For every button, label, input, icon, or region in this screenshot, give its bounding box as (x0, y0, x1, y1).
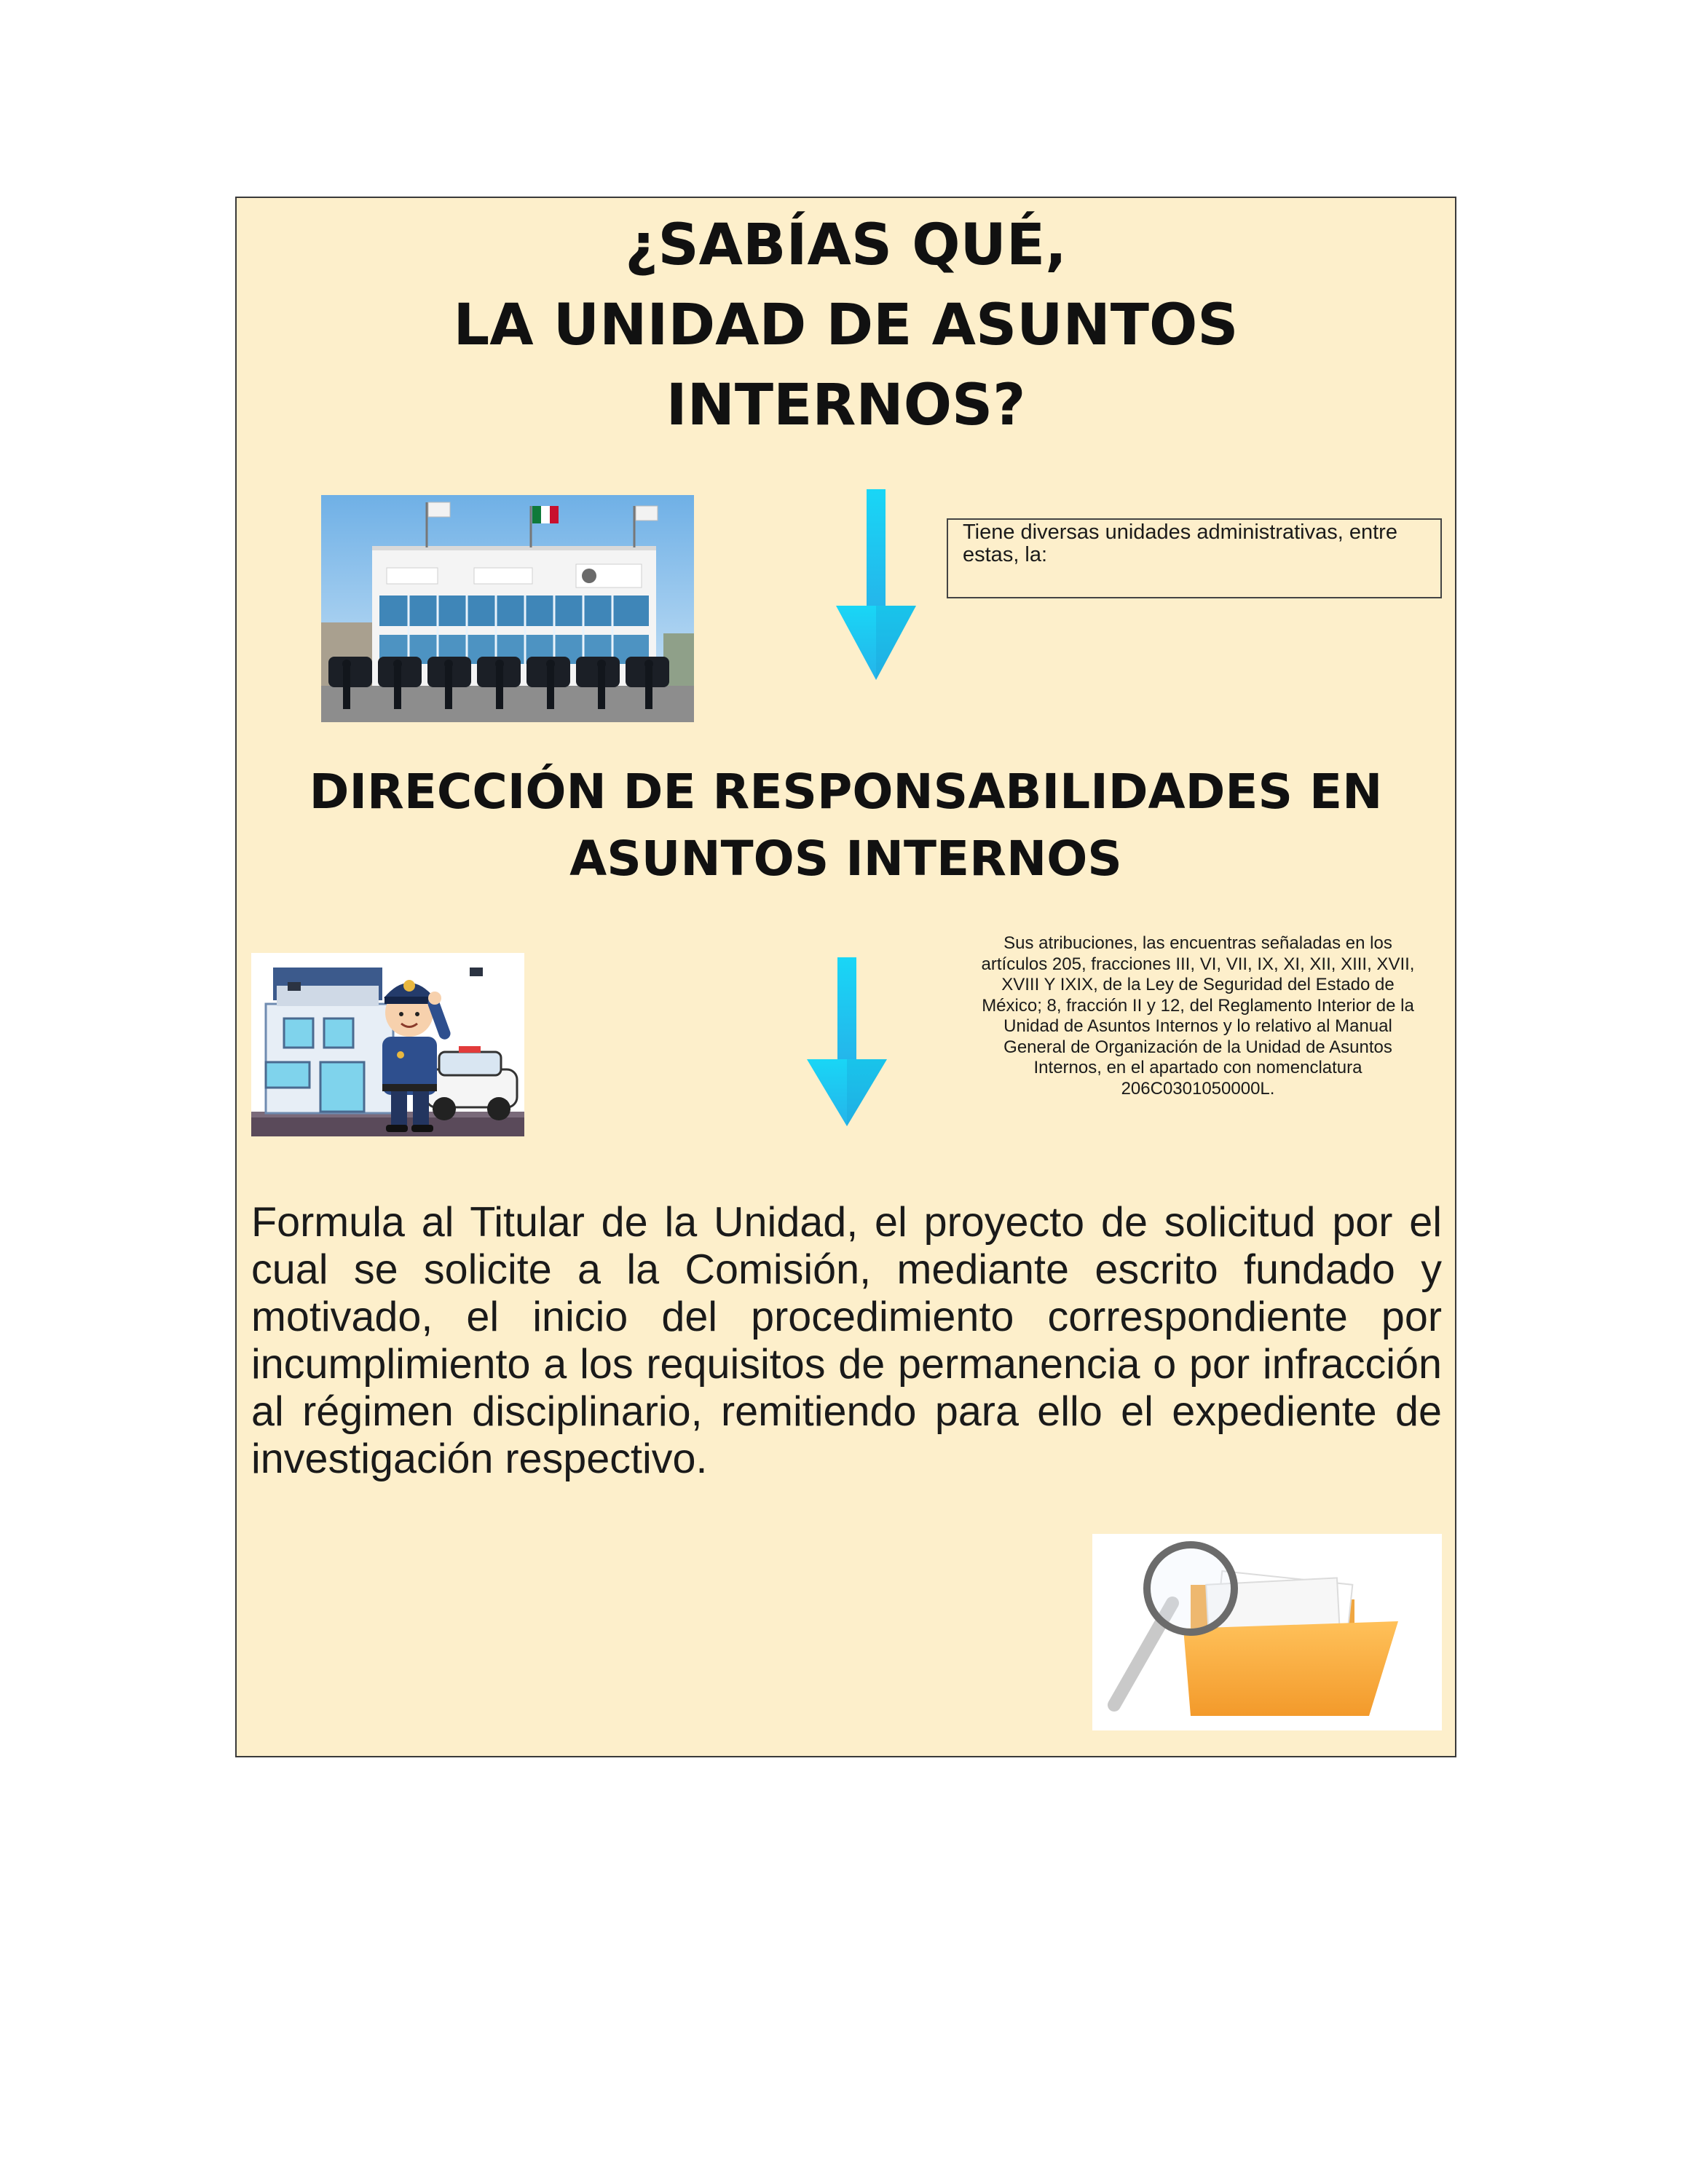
info-box-text: Tiene diversas unidades administrativas, entre estas, la: (963, 521, 1397, 566)
title-line-1: ¿SABÍAS QUÉ, (625, 213, 1067, 278)
subtitle-line-2: ASUNTOS INTERNOS (569, 831, 1122, 887)
police-illustration (251, 953, 524, 1136)
page-title (237, 205, 1455, 446)
subtitle-line-1: DIRECCIÓN DE RESPONSABILIDADES EN (309, 764, 1383, 820)
body-paragraph: Formula al Titular de la Unidad, el proyecto de solicitud por el cual se solicite a la Comisión, mediante escrito fundado y motivado, el inicio del procedimiento correspondiente por incumplimiento a los requisitos de permanencia o por infracción al régimen disciplinario, remitiendo para ello el expediente de investigación respectivo. (251, 1199, 1442, 1482)
folder-magnifier-illustration (1092, 1534, 1442, 1730)
title-line-2: LA UNIDAD DE ASUNTOS (453, 293, 1239, 358)
atribuciones-text: Sus atribuciones, las encuentras señaladas en los artículos 205, fracciones III, VI, VII, IX, XI, XII, XIII, XVII, XVIII Y IXIX, de la Ley de Seguridad del Estado de México; 8, fracción II y 12, del Reglamento Interior de la Unidad de Asuntos Internos y lo relativo al Manual General de Organización de la Unidad de Asuntos Internos, en el apartado con nomenclatura 206C0301050000L. (981, 933, 1415, 1099)
building-photo (321, 495, 694, 722)
section-heading (237, 759, 1455, 893)
down-arrow-icon (807, 957, 887, 1126)
info-box (947, 518, 1442, 598)
infographic-panel (235, 197, 1456, 1757)
title-line-3: INTERNOS? (666, 373, 1026, 438)
down-arrow-icon (836, 489, 916, 680)
